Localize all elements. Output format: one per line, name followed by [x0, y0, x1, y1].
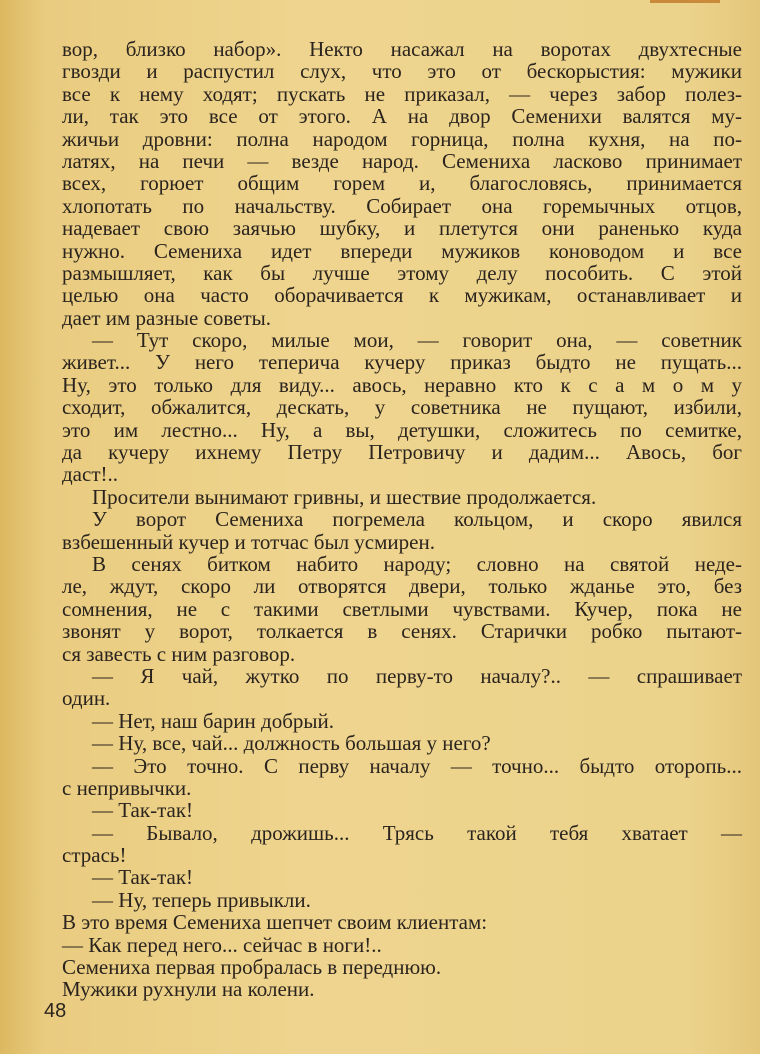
- text-line: — Бывало, дрожишь... Трясь такой тебя хватает —: [92, 820, 742, 845]
- text-line: Мужики рухнули на колени.: [62, 977, 315, 1002]
- text-line: Просители вынимают гривны, и шествие продолжается.: [92, 484, 597, 509]
- text-line: дает им разные советы.: [62, 305, 272, 330]
- text-line: всех, горюет общим горем и, благословясь, принимается: [62, 171, 742, 196]
- text-line: — Нет, наш барин добрый.: [92, 708, 335, 733]
- text-line: ли, так это все от этого. А на двор Семенихи валятся му-: [62, 104, 742, 129]
- text-line: — Как перед него... сейчас в ноги!..: [62, 932, 382, 957]
- text-line: У ворот Семениха погремела кольцом, и скоро явился: [92, 507, 742, 532]
- text-line: — Тут скоро, милые мои, — говорит она, — советник: [92, 328, 742, 353]
- text-line: — Это точно. С перву началу — точно... быдто оторопь...: [92, 753, 742, 778]
- text-line: да кучеру ихнему Петру Петровичу и дадим... Авось, бог: [62, 440, 742, 465]
- text-line: В сенях битком набито народу; словно на святой неде-: [92, 551, 742, 576]
- text-line: сходит, обжалится, дескать, у советника не пущают, избили,: [62, 395, 742, 420]
- text-line: взбешенный кучер и тотчас был усмирен.: [62, 529, 435, 554]
- text-line: ле, ждут, скоро ли отворятся двери, только жданье это, без: [62, 574, 742, 599]
- text-line: нужно. Семениха идет впереди мужиков коноводом и все: [62, 238, 742, 263]
- text-line: латях, на печи — везде народ. Семениха ласково принимает: [62, 148, 742, 173]
- page-body-text: [62, 38, 742, 1001]
- text-line: — Я чай, жутко по перву-то началу?.. — спрашивает: [92, 663, 742, 688]
- text-line: — Ну, теперь привыкли.: [92, 887, 311, 912]
- text-line: один.: [62, 686, 111, 711]
- page-number: 48: [44, 1000, 67, 1022]
- text-line: живет... У него теперича кучеру приказ быдто не пущать...: [62, 350, 742, 375]
- text-line: — Ну, все, чай... должность большая у него?: [92, 731, 491, 756]
- text-line: размышляет, как бы лучше этому делу пособить. С этой: [62, 260, 742, 285]
- text-line: хлопотать по начальству. Собирает она горемычных отцов,: [62, 193, 742, 218]
- text-line: Семениха первая пробралась в переднюю.: [62, 955, 442, 980]
- text-line: надевает свою заячью шубку, и плетутся они раненько куда: [62, 216, 742, 241]
- text-line: это им лестно... Ну, а вы, детушки, сложитесь по семитке,: [62, 417, 742, 442]
- text-line: звонят у ворот, толкается в сенях. Старички робко пытают-: [62, 619, 742, 644]
- text-line: вор, близко набор». Некто насажал на воротах двухтесные: [62, 37, 742, 61]
- text-line: — Так-так!: [92, 798, 194, 823]
- text-line: Ну, это только для виду... авось, неравно кто к с а м о м у: [62, 372, 742, 397]
- text-line: все к нему ходят; пускать не приказал, — через забор полез-: [62, 81, 742, 106]
- text-line: В это время Семениха шепчет своим клиентам:: [62, 910, 488, 935]
- text-line: целью она часто оборачивается к мужикам, останавливает и: [62, 283, 742, 308]
- text-line: жичьи дровни: полна народом горница, полна кухня, на по-: [62, 126, 742, 151]
- text-line: — Так-так!: [92, 865, 194, 890]
- text-line: сомнения, не с такими светлыми чувствами. Кучер, пока не: [62, 596, 742, 621]
- text-line: гвозди и распустил слух, что это от бескорыстия: мужики: [62, 59, 742, 84]
- text-line: даст!..: [62, 462, 118, 487]
- text-line: с непривычки.: [62, 775, 192, 800]
- page-edge-mark: [650, 0, 720, 3]
- text-line: стрась!: [62, 843, 127, 868]
- text-line: ся завесть с ним разговор.: [62, 641, 296, 666]
